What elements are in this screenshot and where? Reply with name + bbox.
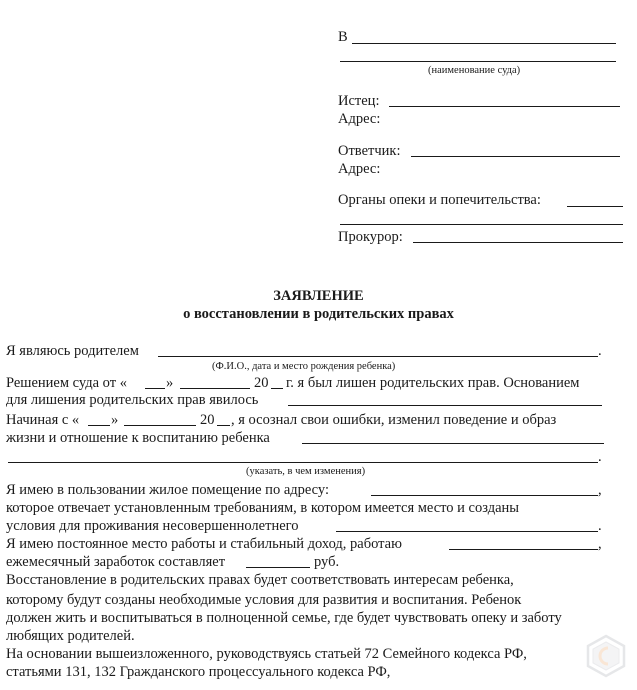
watermark-logo-icon bbox=[584, 634, 628, 678]
body-line-15: На основании вышеизложенного, руководствуясь статьей 72 Семейного кодекса РФ, bbox=[6, 646, 527, 662]
defendant-address-label: Адрес: bbox=[338, 161, 381, 177]
body-line-5: жизни и отношение к воспитанию ребенка bbox=[6, 430, 270, 446]
child-info-line[interactable] bbox=[158, 356, 598, 357]
body-line-14: любящих родителей. bbox=[6, 628, 135, 644]
body-line-2d: г. я был лишен родительских прав. Основанием bbox=[286, 375, 580, 391]
body-dot-3: . bbox=[598, 518, 602, 534]
court-date-day-line[interactable] bbox=[145, 388, 165, 389]
body-line-2b: » bbox=[166, 375, 174, 391]
guardianship-line-2[interactable] bbox=[340, 224, 623, 225]
body-line-2c: 20 bbox=[254, 375, 269, 391]
body-line-12: которому будут созданы необходимые условия для развития и воспитания. Ребенок bbox=[6, 592, 522, 608]
court-date-month-line[interactable] bbox=[180, 388, 250, 389]
caption-child-info: (Ф.И.О., дата и место рождения ребенка) bbox=[212, 361, 396, 372]
caption-changes: (указать, в чем изменения) bbox=[246, 466, 366, 477]
defendant-line[interactable] bbox=[411, 156, 620, 157]
address-line[interactable] bbox=[371, 495, 598, 496]
document-subtitle: о восстановлении в родительских правах bbox=[183, 306, 454, 322]
document-title: ЗАЯВЛЕНИЕ bbox=[273, 288, 364, 304]
guardianship-label: Органы опеки и попечительства: bbox=[338, 192, 541, 208]
body-line-4c: 20 bbox=[200, 412, 215, 428]
court-name-line-2[interactable] bbox=[340, 61, 616, 62]
body-comma-1: , bbox=[598, 482, 602, 498]
body-line-6: Я имею в пользовании жилое помещение по адресу: bbox=[6, 482, 330, 498]
body-line-3: для лишения родительских прав явилось bbox=[6, 392, 259, 408]
since-day-line[interactable] bbox=[88, 425, 110, 426]
since-month-line[interactable] bbox=[124, 425, 196, 426]
body-line-11: Восстановление в родительских правах будет соответствовать интересам ребенка, bbox=[6, 572, 514, 588]
body-line-8: условия для проживания несовершеннолетнего bbox=[6, 518, 299, 534]
body-line-13: должен жить и воспитываться в полноценной семье, где будет чувствовать опеку и заботу bbox=[6, 610, 562, 626]
body-line-4b: » bbox=[111, 412, 119, 428]
body-dot-2: . bbox=[598, 449, 602, 465]
court-date-year-line[interactable] bbox=[271, 388, 283, 389]
prosecutor-label: Прокурор: bbox=[338, 229, 403, 245]
body-line-4a: Начиная с « bbox=[6, 412, 80, 428]
court-caption: (наименование суда) bbox=[428, 65, 521, 76]
body-line-10a: ежемесячный заработок составляет bbox=[6, 554, 226, 570]
body-line-4d: , я осознал свои ошибки, изменил поведение и образ bbox=[231, 412, 557, 428]
plaintiff-line[interactable] bbox=[389, 106, 620, 107]
body-line-2a: Решением суда от « bbox=[6, 375, 127, 391]
body-line-7: которое отвечает установленным требованиям, в котором имеется место и созданы bbox=[6, 500, 520, 516]
to-prefix: В bbox=[338, 29, 348, 45]
plaintiff-address-label: Адрес: bbox=[338, 111, 381, 127]
plaintiff-label: Истец: bbox=[338, 93, 380, 109]
workplace-line[interactable] bbox=[449, 549, 598, 550]
changes-line-2[interactable] bbox=[8, 462, 598, 463]
guardianship-line[interactable] bbox=[567, 206, 623, 207]
prosecutor-line[interactable] bbox=[413, 242, 623, 243]
body-line-16: статьями 131, 132 Гражданского процессуального кодекса РФ, bbox=[6, 664, 391, 680]
body-line-10b: руб. bbox=[314, 554, 340, 570]
body-dot-1: . bbox=[598, 343, 602, 359]
body-line-1: Я являюсь родителем bbox=[6, 343, 139, 359]
minor-name-line[interactable] bbox=[336, 531, 598, 532]
body-line-9: Я имею постоянное место работы и стабильный доход, работаю bbox=[6, 536, 402, 552]
court-name-line[interactable] bbox=[352, 43, 616, 44]
deprivation-reason-line[interactable] bbox=[288, 405, 602, 406]
defendant-label: Ответчик: bbox=[338, 143, 401, 159]
changes-line[interactable] bbox=[302, 443, 604, 444]
salary-line[interactable] bbox=[246, 567, 310, 568]
since-year-line[interactable] bbox=[217, 425, 230, 426]
body-comma-2: , bbox=[598, 536, 602, 552]
